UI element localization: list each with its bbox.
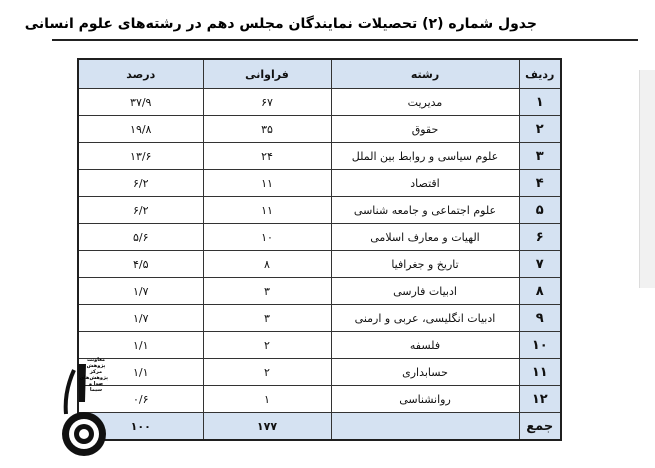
frequency-cell: ۱۱ [203, 170, 331, 197]
percent-cell: ۳۷/۹ [78, 89, 203, 116]
field-cell: روانشناسی [331, 386, 519, 413]
table-row [78, 278, 561, 305]
table-row [78, 89, 561, 116]
row-number: ۶ [519, 224, 561, 251]
percent-cell: ۱۹/۸ [78, 116, 203, 143]
total-percent: ۱۰۰ [78, 413, 203, 441]
percent-cell: ۱/۱ [78, 332, 203, 359]
frequency-cell: ۱ [203, 386, 331, 413]
field-cell: ادبیات فارسی [331, 278, 519, 305]
row-number: ۷ [519, 251, 561, 278]
table-row [78, 197, 561, 224]
frequency-cell: ۳۵ [203, 116, 331, 143]
field-cell: حسابداری [331, 359, 519, 386]
table-row [78, 224, 561, 251]
title-divider [52, 39, 638, 41]
row-number: ۱ [519, 89, 561, 116]
table-row [78, 143, 561, 170]
frequency-cell: ۱۱ [203, 197, 331, 224]
percent-cell: ۱۳/۶ [78, 143, 203, 170]
row-number: ۱۱ [519, 359, 561, 386]
percent-cell: ۱/۱ [78, 359, 203, 386]
table-row [78, 359, 561, 386]
frequency-cell: ۳ [203, 278, 331, 305]
row-number: ۸ [519, 278, 561, 305]
header-field: رشته [331, 59, 519, 89]
table-total-row [78, 413, 561, 441]
frequency-cell: ۶۷ [203, 89, 331, 116]
frequency-cell: ۲ [203, 359, 331, 386]
field-cell: علوم سیاسی و روابط بین الملل [331, 143, 519, 170]
table-header-row [78, 59, 561, 89]
percent-cell: ۴/۵ [78, 251, 203, 278]
percent-cell: ۶/۲ [78, 170, 203, 197]
page-edge-shadow [639, 70, 655, 288]
total-frequency: ۱۷۷ [203, 413, 331, 441]
field-cell: حقوق [331, 116, 519, 143]
field-cell: تاریخ و جغرافیا [331, 251, 519, 278]
row-number: ۴ [519, 170, 561, 197]
field-cell: علوم اجتماعی و جامعه شناسی [331, 197, 519, 224]
total-field-cell [331, 413, 519, 441]
header-frequency: فراوانی [203, 59, 331, 89]
table-row [78, 116, 561, 143]
table-row [78, 170, 561, 197]
field-cell: ادبیات انگلیسی، عربی و ارمنی [331, 305, 519, 332]
frequency-cell: ۲ [203, 332, 331, 359]
field-cell: اقتصاد [331, 170, 519, 197]
table-row [78, 251, 561, 278]
frequency-cell: ۱۰ [203, 224, 331, 251]
frequency-cell: ۲۴ [203, 143, 331, 170]
field-cell: مدیریت [331, 89, 519, 116]
education-table [77, 58, 562, 441]
percent-cell: ۰/۶ [78, 386, 203, 413]
table-title: جدول شماره (۲) تحصیلات نمایندگان مجلس دهم در رشته‌های علوم انسانی [24, 16, 537, 32]
field-cell: الهیات و معارف اسلامی [331, 224, 519, 251]
frequency-cell: ۸ [203, 251, 331, 278]
frequency-cell: ۳ [203, 305, 331, 332]
field-cell: فلسفه [331, 332, 519, 359]
header-row-number: ردیف [519, 59, 561, 89]
percent-cell: ۶/۲ [78, 197, 203, 224]
header-percent: درصد [78, 59, 203, 89]
total-label: جمع [519, 413, 561, 441]
row-number: ۳ [519, 143, 561, 170]
table-row [78, 386, 561, 413]
percent-cell: ۱/۷ [78, 305, 203, 332]
percent-cell: ۱/۷ [78, 278, 203, 305]
row-number: ۱۰ [519, 332, 561, 359]
row-number: ۹ [519, 305, 561, 332]
table-row [78, 305, 561, 332]
logo-text: معاونت پژوهش مرکز پژوهش‌های صدا و سیما [79, 357, 108, 393]
percent-cell: ۵/۶ [78, 224, 203, 251]
table-row [78, 332, 561, 359]
row-number: ۱۲ [519, 386, 561, 413]
row-number: ۲ [519, 116, 561, 143]
row-number: ۵ [519, 197, 561, 224]
